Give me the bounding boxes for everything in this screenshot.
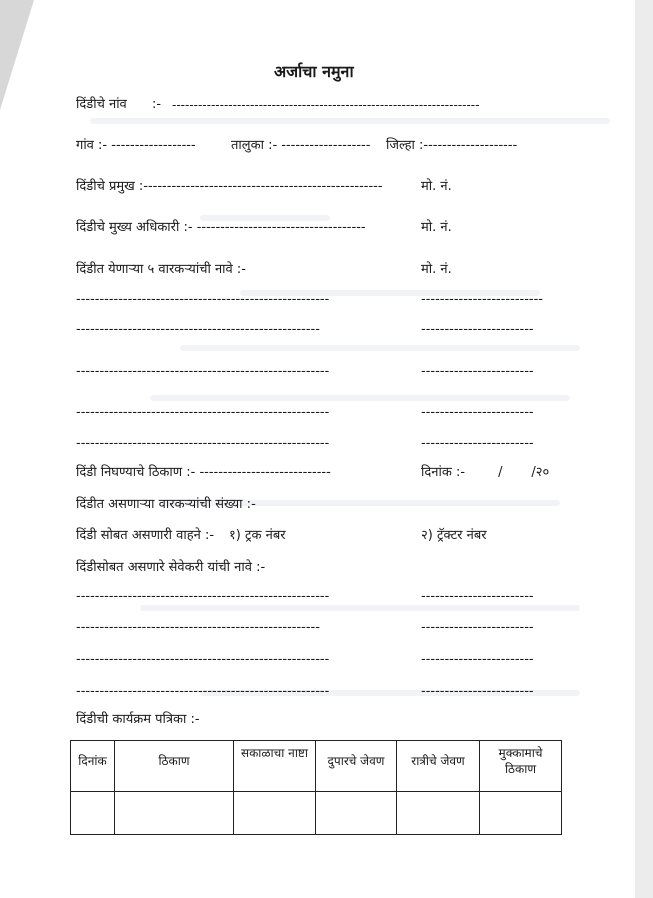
- table-cell[interactable]: [234, 792, 316, 835]
- warkari-mobile-label: मो. नं.: [421, 262, 452, 277]
- bleed-through: [180, 345, 580, 351]
- bleed-through: [140, 605, 580, 611]
- table-cell[interactable]: [316, 792, 397, 835]
- chief-mobile-label: मो. नं.: [421, 179, 452, 194]
- warkari-count-field[interactable]: दिंडीत असणाऱ्या वारकऱ्यांची संख्या :-: [76, 497, 256, 512]
- column-header-dinner: रात्रीचे जेवण: [397, 741, 480, 792]
- column-header-lunch: दुपारचे जेवण: [316, 741, 397, 792]
- warkari-mobile-line[interactable]: --------------------------: [421, 292, 543, 307]
- warkari-name-line[interactable]: ----------------------------------------------------: [76, 322, 320, 337]
- sevekari-name-line[interactable]: ------------------------------------------------------: [76, 652, 330, 667]
- table-cell[interactable]: [115, 792, 234, 835]
- sevekari-mobile-line[interactable]: ------------------------: [421, 589, 534, 604]
- bleed-through: [90, 118, 610, 124]
- officer-mobile-label: मो. नं.: [421, 220, 452, 235]
- village-field[interactable]: गांव :- ------------------: [76, 138, 196, 153]
- chief-field[interactable]: दिंडीचे प्रमुख :---------------------------------------------------: [76, 179, 383, 194]
- warkari-mobile-line[interactable]: ------------------------: [421, 436, 534, 451]
- table-header-row: [71, 741, 562, 792]
- folded-corner: [0, 0, 34, 110]
- tractor-number-field[interactable]: २) ट्रॅक्टर नंबर: [421, 528, 487, 543]
- taluka-field[interactable]: तालुका :- -------------------: [231, 138, 371, 153]
- column-header-breakfast: सकाळाचा नाष्टा: [234, 741, 316, 792]
- warkari-name-line[interactable]: ------------------------------------------------------: [76, 405, 330, 420]
- district-field[interactable]: जिल्हा :--------------------: [386, 138, 518, 153]
- bleed-through: [150, 395, 570, 401]
- sevekari-name-line[interactable]: ------------------------------------------------------: [76, 589, 330, 604]
- warkari-name-line[interactable]: ------------------------------------------------------: [76, 436, 330, 451]
- warkari-mobile-line[interactable]: ------------------------: [421, 322, 534, 337]
- form-title: अर्जाचा नमुना: [274, 62, 354, 81]
- sevekari-name-line[interactable]: ------------------------------------------------------: [76, 684, 330, 699]
- table-row: [71, 792, 562, 835]
- sevekari-mobile-line[interactable]: ------------------------: [421, 620, 534, 635]
- truck-number-field[interactable]: १) ट्रक नंबर: [229, 528, 286, 543]
- page-edge-shadow: [635, 0, 653, 898]
- table-cell[interactable]: [71, 792, 115, 835]
- dindi-name-label: दिंडीचे नांव: [76, 97, 127, 112]
- column-header-date: दिनांक: [71, 741, 115, 792]
- warkari-mobile-line[interactable]: ------------------------: [421, 405, 534, 420]
- warkari-name-line[interactable]: ------------------------------------------------------: [76, 292, 330, 307]
- program-schedule-label: दिंडीची कार्यक्रम पत्रिका :-: [76, 712, 200, 727]
- dindi-name-separator: :-: [152, 97, 162, 112]
- table-cell[interactable]: [480, 792, 562, 835]
- dindi-name-field[interactable]: -----------------------------------------------------------------------: [172, 98, 480, 112]
- warkari-mobile-line[interactable]: ------------------------: [421, 364, 534, 379]
- warkari-name-line[interactable]: ------------------------------------------------------: [76, 364, 330, 379]
- table-cell[interactable]: [397, 792, 480, 835]
- sevekari-mobile-line[interactable]: ------------------------: [421, 684, 534, 699]
- column-header-stay-place: मुक्कामाचे ठिकाण: [480, 741, 562, 792]
- column-header-place: ठिकाण: [115, 741, 234, 792]
- departure-place-field[interactable]: दिंडी निघण्याचे ठिकाण :- ----------------------------: [76, 465, 331, 480]
- sevekari-name-line[interactable]: ----------------------------------------------------: [76, 620, 320, 635]
- sevekari-names-label: दिंडीसोबत असणारे सेवेकरी यांची नावे :-: [76, 560, 266, 575]
- sevekari-mobile-line[interactable]: ------------------------: [421, 652, 534, 667]
- officer-field[interactable]: दिंडीचे मुख्य अधिकारी :- ------------------------------------: [76, 220, 366, 235]
- warkari-names-label: दिंडीत येणाऱ्या ५ वारकऱ्यांची नावे :-: [76, 262, 246, 277]
- departure-date-field[interactable]: दिनांक :- / /२०: [421, 465, 550, 480]
- program-schedule-table: [70, 740, 562, 835]
- vehicles-label: दिंडी सोबत असणारी वाहने :-: [76, 528, 215, 543]
